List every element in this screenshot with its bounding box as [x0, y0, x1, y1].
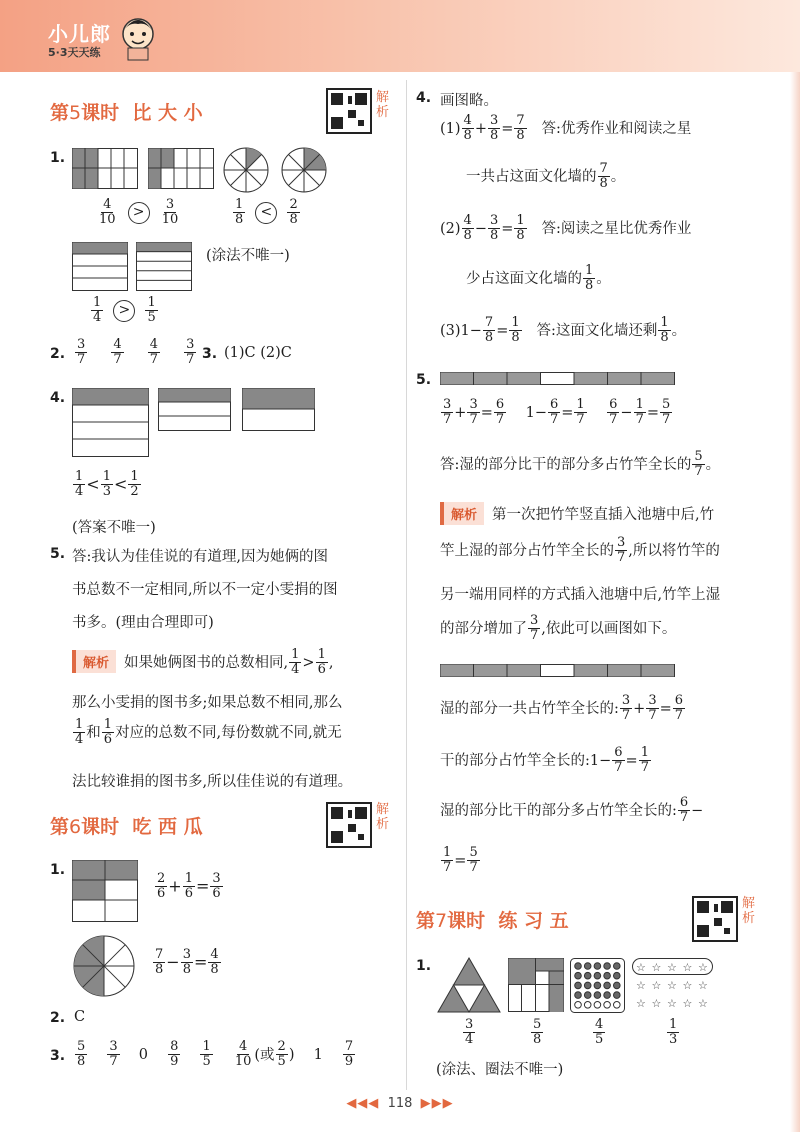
star: ☆ [698, 961, 708, 974]
dot [575, 1002, 582, 1009]
side-label[interactable]: 解析 [376, 90, 390, 120]
fraction: $\frac{1}{8}$ [511, 315, 520, 346]
lt-sign: < [113, 474, 128, 494]
pole-diagram-2 [440, 664, 676, 678]
next-arrows-icon: ▶▶▶ [420, 1096, 454, 1111]
star: ☆ [682, 997, 693, 1010]
q1-note: (涂法不唯一) [206, 248, 290, 264]
l7-label-3 [592, 1018, 606, 1048]
fraction: $\frac{6}{7}$ [609, 397, 618, 428]
compare-sign: > [113, 300, 135, 322]
analysis-text: 第一次把竹竿竖直插入池塘中后,竹 [492, 507, 715, 523]
q5-number: 5. [50, 546, 66, 562]
star: ☆ [636, 997, 646, 1010]
r-q5-eqs: $\frac{3}{7}$ + $\frac{3}{7}$ = $\frac{6}{7}$ 1− $\frac{6}{7}$ = $\frac{1}{7}$ $\frac{6}{7}$ − $\frac{1}{7}$ = $\frac{5}{7}$ [443, 397, 671, 428]
answer-text: 一共占这面文化墙的 [466, 168, 597, 185]
fraction: $\frac{5}{8}$ [77, 1039, 86, 1070]
r-q5-c2: 干的部分占竹竿全长的:1− $\frac{6}{7}$ = $\frac{1}{7}$ [440, 745, 649, 776]
fraction: $\frac{8}{9}$ [170, 1039, 179, 1070]
fraction: $\frac{1}{7}$ [443, 845, 452, 876]
q5-analysis-1 [72, 648, 333, 678]
lt-sign: < [86, 474, 100, 494]
fraction: $\frac{3}{7}$ [648, 693, 657, 724]
q1-number: 1. [50, 150, 66, 166]
answer-text: 答:湿的部分比干的部分多占竹竿全长的 [440, 456, 692, 473]
fraction: $\frac{6}{7}$ [495, 397, 505, 428]
one-value: 1 [313, 1047, 323, 1064]
fraction: $\frac{2}{6}$ [157, 871, 166, 902]
fraction: $\frac{1}{4}$ [93, 295, 102, 326]
star: ☆ [651, 997, 662, 1010]
q4-number: 4. [50, 390, 66, 406]
title-num: 5 [69, 102, 82, 124]
fraction: $\frac{3}{7}$ [77, 337, 86, 368]
dot [614, 992, 621, 999]
q4-inequality [72, 470, 142, 500]
part-label: (1) [440, 120, 461, 137]
grid-4-of-10 [72, 148, 142, 190]
r-q4-p2b [466, 264, 611, 294]
r-q5-b3: 另一端用同样的方式插入池塘中后,竹竿上湿 [440, 587, 721, 603]
r-q5-c4: $\frac{1}{7}$ = $\frac{5}{7}$ [443, 845, 478, 876]
punct: 。 [596, 270, 611, 287]
gt-sign: > [302, 654, 315, 671]
dot [594, 972, 601, 979]
qr-code-icon[interactable] [326, 802, 372, 848]
analysis-text: ,依此可以画图如下。 [541, 620, 677, 637]
l7-note: (涂法、圈法不唯一) [436, 1062, 564, 1078]
fraction: $\frac{5}{8}$ [533, 1017, 542, 1048]
analysis-tag: 解析 [72, 650, 116, 673]
dot [594, 963, 601, 970]
star: ☆ [667, 961, 677, 974]
pole-diagram-1 [440, 372, 676, 386]
punct: 。 [671, 322, 687, 339]
grid-3-of-6 [72, 860, 140, 924]
fraction: $\frac{3}{7}$ [530, 613, 539, 644]
lesson7-title [416, 906, 569, 933]
lesson6-title [50, 812, 203, 839]
fraction: $\frac{4}{7}$ [113, 337, 122, 368]
dot [604, 963, 611, 970]
fraction: $\frac{3}{7}$ [109, 1039, 118, 1070]
dot [575, 982, 582, 989]
fraction: $\frac{3}{7}$ [186, 337, 195, 368]
star: ☆ [667, 997, 677, 1010]
title-mid: 课时 [447, 910, 486, 932]
triangle-3-of-4 [436, 956, 502, 1014]
lesson5-title [50, 98, 203, 125]
fraction: $\frac{1}{4}$ [75, 469, 84, 500]
fraction: $\frac{3}{7}$ [443, 397, 452, 428]
compare-sign: > [128, 202, 150, 224]
analysis-text: 干的部分占竹竿全长的:1− [440, 752, 612, 769]
q5-line1: 答:我认为佳佳说的有道理,因为她俩的图 [72, 549, 328, 565]
q3-answers: $\frac{5}{8}$ $\frac{3}{7}$ 0 $\frac{8}{9}$ $\frac{1}{5}$ $\frac{4}{10}$ (或 $\frac{2}{5}$ ) 1 $\frac{7}{9}$ [77, 1039, 354, 1070]
fraction: $\frac{3}{10}$ [161, 197, 179, 228]
l6-eq1 [154, 872, 224, 902]
dot [575, 963, 582, 970]
title-name: 练 习 五 [498, 910, 569, 932]
answer-text: 少占这面文化墙的 [466, 270, 582, 287]
fraction: $\frac{1}{8}$ [660, 315, 669, 346]
title-prefix: 第 [416, 910, 436, 932]
dot [584, 972, 591, 979]
answer-text: 答:优秀作业和阅读之星 [541, 120, 692, 137]
q2-number: 2. [50, 1010, 66, 1026]
r-q5-b1 [440, 502, 714, 525]
title-name: 吃 西 瓜 [132, 816, 203, 838]
l6-eq2 [152, 948, 222, 978]
dot [584, 1002, 591, 1009]
fraction: $\frac{1}{8}$ [516, 213, 525, 244]
star: ☆ [698, 979, 708, 992]
analysis-text: 湿的部分比干的部分多占竹竿全长的: [440, 802, 677, 819]
r-q5-c3 [440, 796, 703, 826]
fraction: $\frac{4}{10}$ [99, 197, 116, 228]
fraction: $\frac{7}{8}$ [155, 947, 164, 978]
and-text: 和 [86, 724, 101, 741]
r-q5-b4 [440, 614, 676, 644]
dot [584, 963, 591, 970]
dot [614, 982, 621, 989]
r-q4-number: 4. [416, 90, 432, 106]
fraction: $\frac{3}{7}$ [621, 693, 631, 724]
dot [604, 992, 611, 999]
strip-rect-1-of-4 [72, 388, 150, 460]
l7-q1-number: 1. [416, 958, 432, 974]
q2-number: 2. [50, 346, 66, 362]
lead: 1− [525, 404, 547, 421]
fraction: $\frac{5}{7}$ [662, 397, 671, 428]
fraction: $\frac{4}{8}$ [210, 947, 219, 978]
or-text: 或 [260, 1047, 275, 1064]
analysis-text: 的部分增加了 [440, 620, 527, 637]
qr-code-icon[interactable] [692, 896, 738, 942]
minus-sign: − [166, 952, 180, 972]
logo-subtitle: 5·3天天练 [48, 46, 101, 59]
star: ☆ [651, 979, 662, 992]
fraction: $\frac{2}{8}$ [289, 197, 298, 228]
zero-value: 0 [138, 1047, 148, 1064]
dot [604, 1002, 611, 1009]
compare-1 [96, 198, 181, 228]
fraction: $\frac{4}{5}$ [595, 1017, 604, 1048]
circle-2-of-8 [280, 146, 328, 194]
compare-3 [90, 296, 159, 326]
strip-rect-1-of-2 [242, 388, 316, 434]
compare-sign: < [255, 202, 277, 224]
title-num: 7 [435, 910, 448, 932]
title-num: 6 [69, 816, 82, 838]
side-label[interactable]: 解析 [376, 802, 390, 832]
r-q4-p3: (3)1− $\frac{7}{8}$ = $\frac{1}{8}$ 答:这面文化墙还剩 $\frac{1}{8}$ 。 [440, 315, 687, 346]
fraction: $\frac{6}{7}$ [674, 693, 684, 724]
dot [614, 963, 621, 970]
analysis-text: 如果她俩图书的总数相同, [124, 654, 289, 671]
l7-label-1 [462, 1018, 476, 1048]
fraction: $\frac{5}{7}$ [694, 449, 703, 480]
title-prefix: 第 [50, 102, 70, 124]
right-edge-band [790, 72, 800, 1132]
fraction: $\frac{1}{6}$ [103, 717, 113, 748]
r-q5-answer [440, 450, 720, 480]
eq-sign: = [195, 876, 210, 896]
strip-1-of-4 [72, 242, 130, 292]
q4-note: (答案不唯一) [72, 520, 156, 536]
fraction: $\frac{7}{8}$ [599, 161, 608, 192]
star: ☆ [636, 979, 646, 992]
star: ☆ [682, 961, 693, 974]
fraction: $\frac{4}{8}$ [463, 213, 472, 244]
analysis-tag: 解析 [440, 502, 484, 525]
compare-2 [232, 198, 301, 228]
star: ☆ [698, 997, 708, 1010]
mascot-icon [118, 14, 158, 62]
fraction: $\frac{3}{8}$ [489, 213, 499, 244]
dot [594, 982, 601, 989]
minus-sign: − [691, 802, 704, 819]
q2-answers [74, 338, 197, 368]
l7-label-2 [530, 1018, 544, 1048]
q5-analysis-2: 那么小雯捐的图书多;如果总数不相同,那么 [72, 695, 343, 711]
fraction: $\frac{1}{6}$ [317, 647, 326, 678]
fraction: $\frac{6}{7}$ [549, 397, 559, 428]
r-q4-p2: (2) $\frac{4}{8}$ − $\frac{3}{8}$ = $\frac{1}{8}$ 答:阅读之星比优秀作业 [440, 213, 692, 244]
fraction: $\frac{3}{8}$ [489, 113, 499, 144]
r-q5-number: 5. [416, 372, 432, 388]
r-q4-title: 画图略。 [440, 93, 498, 109]
fraction: $\frac{1}{3}$ [669, 1017, 678, 1048]
page-footer [0, 1096, 800, 1111]
title-prefix: 第 [50, 816, 70, 838]
dot [584, 982, 591, 989]
strip-rect-1-of-3 [158, 388, 232, 434]
fraction: $\frac{3}{4}$ [465, 1017, 474, 1048]
punct: 。 [610, 168, 626, 185]
eq-sign: = [193, 952, 208, 972]
part-label: (2) [440, 220, 461, 237]
fraction: $\frac{4}{10}$ [234, 1039, 252, 1070]
circle-1-of-8 [222, 146, 270, 194]
dot [614, 972, 621, 979]
title-mid: 课时 [81, 102, 120, 124]
r-q4-p1b [466, 162, 625, 192]
fraction: $\frac{1}{8}$ [235, 197, 244, 228]
star: ☆ [651, 961, 662, 974]
fraction: $\frac{1}{7}$ [576, 397, 585, 428]
stars-1-of-3 [632, 958, 714, 1014]
fraction: $\frac{6}{7}$ [679, 795, 689, 826]
fraction: $\frac{7}{8}$ [484, 315, 494, 346]
strip-1-of-5 [136, 242, 194, 292]
q5-line2: 书总数不一定相同,所以不一定小雯捐的图 [72, 582, 338, 598]
fraction: $\frac{6}{7}$ [614, 745, 623, 776]
analysis-text: 对应的总数不同,每份数就不同,就无 [115, 724, 342, 741]
dot [575, 992, 582, 999]
q3-number: 3. [202, 346, 218, 362]
q5-analysis-3 [72, 718, 342, 748]
fraction: $\frac{4}{7}$ [149, 337, 159, 368]
qr-code-icon[interactable] [326, 88, 372, 134]
page-number: 118 [387, 1096, 413, 1111]
dot [594, 1002, 601, 1009]
fraction: $\frac{4}{8}$ [463, 113, 472, 144]
fraction: $\frac{1}{7}$ [640, 745, 649, 776]
dot [604, 982, 611, 989]
q1-number: 1. [50, 862, 66, 878]
punct: , [328, 654, 334, 671]
q5-line3: 书多。(理由合理即可) [72, 615, 214, 631]
fraction: $\frac{3}{8}$ [182, 947, 191, 978]
q3-number: 3. [50, 1048, 66, 1064]
star: ☆ [682, 979, 693, 992]
title-mid: 课时 [81, 816, 120, 838]
fraction: $\frac{1}{3}$ [102, 469, 111, 500]
answer-text: 答:这面文化墙还剩 [536, 322, 658, 339]
fraction: $\frac{1}{2}$ [130, 469, 139, 500]
fraction: $\frac{1}{4}$ [291, 647, 300, 678]
dot [575, 972, 582, 979]
fraction: $\frac{7}{8}$ [516, 113, 525, 144]
fraction: $\frac{3}{6}$ [212, 871, 221, 902]
fraction: $\frac{5}{7}$ [469, 845, 478, 876]
fraction: $\frac{2}{5}$ [277, 1039, 286, 1070]
dot [594, 992, 601, 999]
fraction: $\frac{1}{5}$ [202, 1039, 211, 1070]
fraction: $\frac{1}{5}$ [147, 295, 156, 326]
q3-answer: (1)C (2)C [224, 345, 292, 361]
dot [584, 992, 591, 999]
fraction: $\frac{1}{4}$ [75, 717, 84, 748]
q2-answer: C [74, 1009, 86, 1025]
title-name: 比 大 小 [132, 102, 203, 124]
dot [604, 972, 611, 979]
circle-4-of-8 [72, 934, 136, 998]
plus-sign: + [168, 876, 182, 896]
side-label[interactable]: 解析 [742, 896, 756, 926]
grid-3-of-10 [148, 148, 218, 190]
fraction: $\frac{7}{9}$ [344, 1039, 354, 1070]
star: ☆ [667, 979, 677, 992]
fraction: $\frac{3}{7}$ [617, 535, 626, 566]
part-label: (3)1− [440, 322, 482, 339]
analysis-text: 湿的部分一共占竹竿全长的: [440, 700, 619, 717]
analysis-text: ,所以将竹竿的 [628, 542, 720, 559]
fraction: $\frac{3}{7}$ [469, 397, 478, 428]
logo-text: 小儿郎 [48, 22, 111, 46]
punct: 。 [705, 456, 721, 473]
prev-arrows-icon: ◀◀◀ [346, 1096, 380, 1111]
answer-text: 答:阅读之星比优秀作业 [541, 220, 692, 237]
fraction: $\frac{1}{6}$ [184, 871, 193, 902]
l7-label-4 [666, 1018, 680, 1048]
dots-4-of-5 [570, 958, 626, 1014]
fraction: $\frac{1}{8}$ [585, 263, 594, 294]
q5-analysis-4: 法比较谁捐的图书多,所以佳佳说的有道理。 [72, 774, 353, 790]
column-divider [406, 80, 407, 1090]
star: ☆ [636, 961, 646, 974]
fraction: $\frac{1}{7}$ [635, 397, 644, 428]
r-q4-p1: (1) $\frac{4}{8}$ + $\frac{3}{8}$ = $\frac{7}{8}$ 答:优秀作业和阅读之星 [440, 113, 692, 144]
r-q5-b2 [440, 536, 720, 566]
rect-5-of-8 [508, 958, 566, 1014]
dot [614, 1002, 621, 1009]
r-q5-c1: 湿的部分一共占竹竿全长的: $\frac{3}{7}$ + $\frac{3}{7}$ = $\frac{6}{7}$ [440, 693, 684, 724]
analysis-text: 竿上湿的部分占竹竿全长的 [440, 542, 614, 559]
